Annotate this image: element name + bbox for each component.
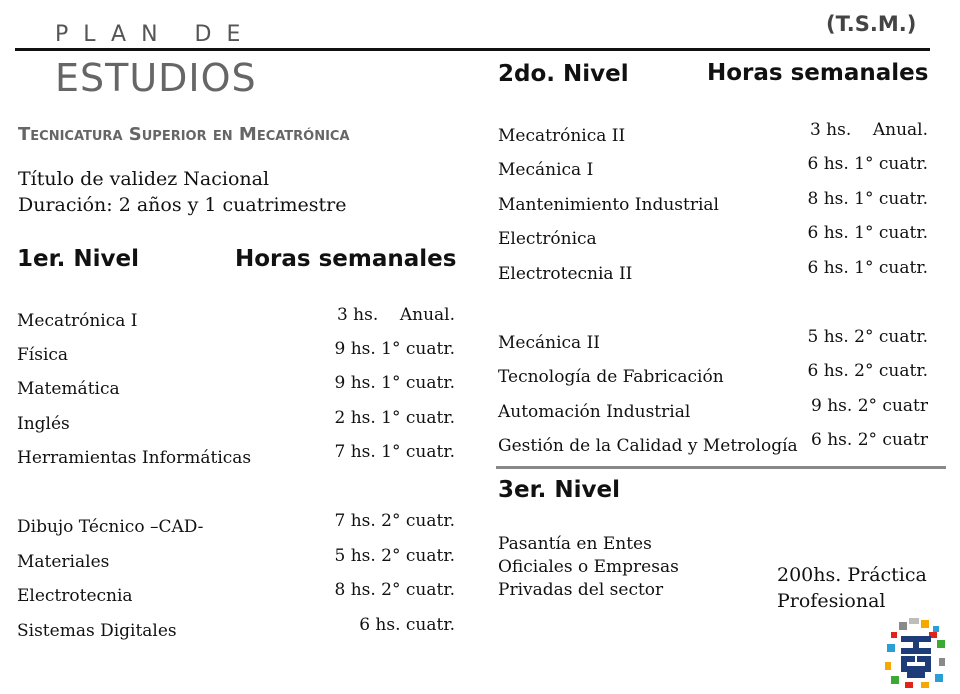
- subject-hours: 6 hs. 2° cuatr.: [807, 361, 928, 381]
- subject-hours: 2 hs. 1° cuatr.: [334, 408, 455, 428]
- subject-name: Electrotecnia: [17, 586, 133, 606]
- subject-hours: 7 hs. 1° cuatr.: [334, 442, 455, 462]
- utn-logo-icon: [885, 618, 947, 690]
- practica-block: [777, 562, 927, 614]
- subject-name: Mecánica I: [498, 160, 594, 180]
- subject-hours: 6 hs. 1° cuatr.: [807, 223, 928, 243]
- subject-hours: 6 hs. 1° cuatr.: [807, 258, 928, 278]
- level2-hours-header: Horas semanales: [707, 60, 929, 86]
- practica-line: 200hs. Práctica: [777, 564, 927, 586]
- subject-name: Mantenimiento Industrial: [498, 195, 719, 215]
- subject-hours: 6 hs. cuatr.: [359, 615, 455, 635]
- subject-hours: 6 hs. 1° cuatr.: [807, 154, 928, 174]
- subject-name: Electrónica: [498, 229, 597, 249]
- subject-hours: 9 hs. 1° cuatr.: [334, 339, 455, 359]
- level1-hours-header: Horas semanales: [235, 246, 457, 272]
- subject-name: Mecatrónica II: [498, 126, 626, 146]
- pasantia-line: Oficiales o Empresas: [498, 557, 679, 577]
- subject-name: Materiales: [17, 552, 110, 572]
- titulo-text: Título de validez Nacional: [18, 168, 270, 190]
- subject-hours: 6 hs. 2° cuatr: [811, 430, 928, 450]
- estudios-heading: ESTUDIOS: [55, 56, 257, 100]
- pasantia-block: [498, 533, 679, 602]
- subject-hours: 9 hs. 1° cuatr.: [334, 373, 455, 393]
- career-subtitle: Tecnicatura Superior en Mecatrónica: [18, 124, 350, 145]
- subject-hours: 8 hs. 1° cuatr.: [807, 189, 928, 209]
- subject-hours: 3 hs. Anual.: [336, 305, 455, 325]
- level2-title: 2do. Nivel: [498, 61, 629, 87]
- subject-hours: 5 hs. 2° cuatr.: [807, 327, 928, 347]
- subject-name: Sistemas Digitales: [17, 621, 177, 641]
- subject-hours: 5 hs. 2° cuatr.: [334, 546, 455, 566]
- subject-name: Electrotecnia II: [498, 264, 633, 284]
- subject-name: Tecnología de Fabricación: [498, 367, 724, 387]
- subject-hours: 9 hs. 2° cuatr: [811, 396, 928, 416]
- duracion-text: Duración: 2 años y 1 cuatrimestre: [18, 194, 347, 216]
- plan-de-heading: PLAN DE: [55, 22, 256, 47]
- section-divider: [496, 466, 946, 469]
- pasantia-line: Pasantía en Entes: [498, 534, 652, 554]
- level1-table: [17, 0, 457, 694]
- pasantia-line: Privadas del sector: [498, 580, 664, 600]
- subject-name: Mecánica II: [498, 333, 600, 353]
- tsm-label: (T.S.M.): [826, 12, 917, 36]
- subject-name: Dibujo Técnico –CAD-: [17, 517, 204, 537]
- level1-title: 1er. Nivel: [17, 246, 140, 272]
- subject-name: Matemática: [17, 379, 120, 399]
- subject-name: Gestión de la Calidad y Metrología: [498, 436, 798, 456]
- subject-hours: 7 hs. 2° cuatr.: [334, 511, 455, 531]
- subject-name: Inglés: [17, 414, 70, 434]
- subject-name: Automación Industrial: [498, 402, 691, 422]
- subject-name: Física: [17, 345, 69, 365]
- subject-name: Herramientas Informáticas: [17, 448, 252, 468]
- practica-line: Profesional: [777, 590, 886, 612]
- level3-title: 3er. Nivel: [498, 477, 621, 503]
- subject-hours: 3 hs. Anual.: [809, 120, 928, 140]
- subject-hours: 8 hs. 2° cuatr.: [334, 580, 455, 600]
- subject-name: Mecatrónica I: [17, 311, 138, 331]
